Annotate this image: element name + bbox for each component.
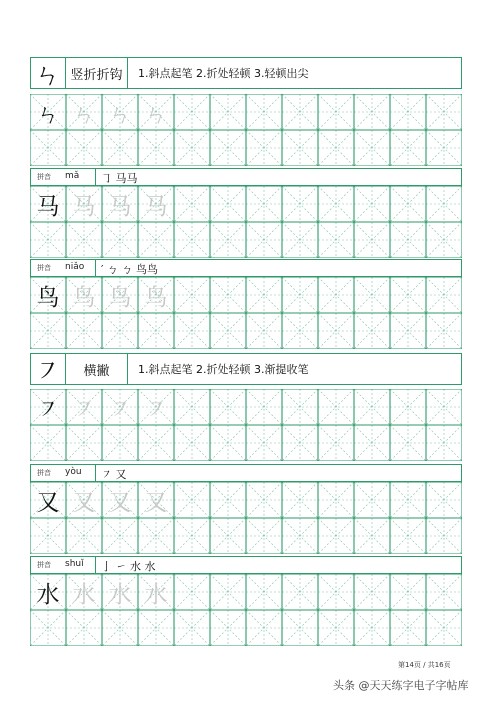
- trace-character: ㄣ: [108, 101, 132, 128]
- stroke-name: 横撇: [66, 353, 128, 385]
- pinyin-value: niǎo: [65, 262, 85, 272]
- trace-character: ㇇: [108, 396, 132, 423]
- pinyin-divider: [95, 260, 96, 276]
- model-character: 又: [36, 489, 60, 516]
- stroke-order: ㇇ 又: [101, 468, 127, 481]
- pinyin-divider: [95, 557, 96, 573]
- pinyin-label: 拼音: [37, 173, 51, 181]
- pinyin-divider: [95, 169, 96, 185]
- stroke-order: ′ ㄅ ㄅ 鸟鸟: [101, 263, 158, 276]
- trace-character: ㇇: [144, 396, 168, 423]
- pinyin-bar: [30, 259, 462, 277]
- trace-character: 马: [108, 193, 132, 220]
- model-character: ㇇: [36, 396, 60, 423]
- trace-character: 水: [144, 581, 168, 608]
- pinyin-bar: [30, 556, 462, 574]
- stroke-symbol: ㄣ: [30, 57, 66, 89]
- pinyin-bar: [30, 464, 462, 482]
- trace-character: 又: [108, 489, 132, 516]
- stroke-order: ㇆ 马马: [101, 172, 138, 185]
- trace-character: 又: [144, 489, 168, 516]
- model-character: 马: [36, 193, 60, 220]
- trace-character: ㇇: [72, 396, 96, 423]
- pinyin-bar: [30, 168, 462, 186]
- stroke-symbol: ㇇: [30, 353, 66, 385]
- pinyin-value: shuǐ: [65, 559, 84, 569]
- trace-character: 马: [72, 193, 96, 220]
- pinyin-divider: [95, 465, 96, 481]
- pinyin-label: 拼音: [37, 561, 51, 569]
- pinyin-label: 拼音: [37, 264, 51, 272]
- trace-character: 又: [72, 489, 96, 516]
- watermark-text: 头条 @天天练字电子字帖库: [333, 679, 469, 692]
- trace-character: ㄣ: [144, 101, 168, 128]
- model-character: 鸟: [36, 284, 60, 311]
- page-number: 第14页 / 共16页: [398, 661, 451, 669]
- model-character: ㄣ: [36, 101, 60, 128]
- trace-character: 鸟: [72, 284, 96, 311]
- pinyin-value: mǎ: [65, 171, 80, 181]
- stroke-order: 亅 ㇀ 水 水: [101, 560, 156, 573]
- stroke-tips: 1.斜点起笔 2.折处轻顿 3.渐提收笔: [138, 363, 309, 376]
- trace-character: 水: [108, 581, 132, 608]
- trace-character: 水: [72, 581, 96, 608]
- trace-character: 鸟: [108, 284, 132, 311]
- trace-character: 马: [144, 193, 168, 220]
- pinyin-label: 拼音: [37, 469, 51, 477]
- model-character: 水: [36, 581, 60, 608]
- pinyin-value: yòu: [65, 467, 82, 477]
- trace-character: ㄣ: [72, 101, 96, 128]
- stroke-name: 竖折折钩: [66, 57, 128, 89]
- trace-character: 鸟: [144, 284, 168, 311]
- stroke-tips: 1.斜点起笔 2.折处轻顿 3.轻顿出尖: [138, 67, 309, 80]
